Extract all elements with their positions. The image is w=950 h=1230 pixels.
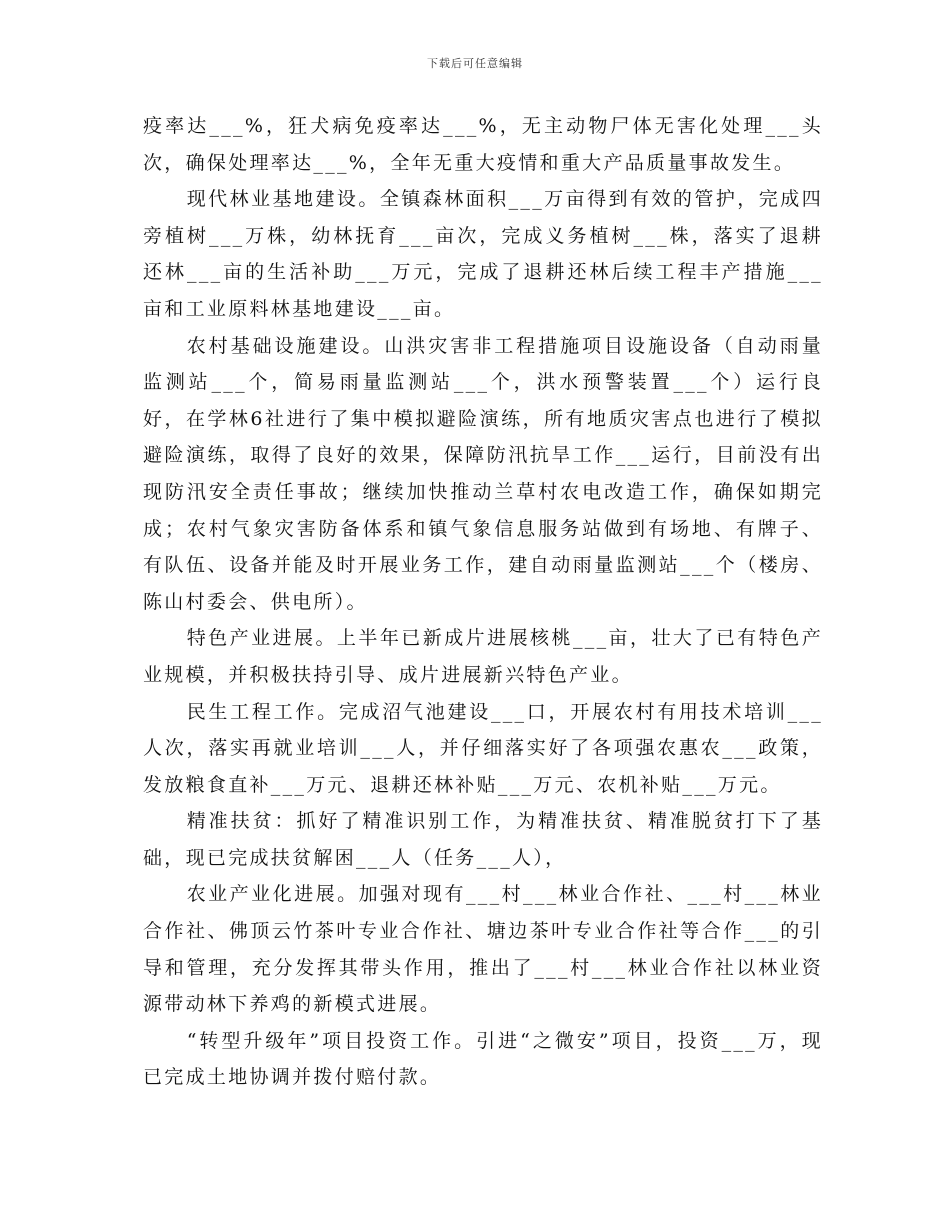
paragraph-forestry-base: 现代林业基地建设。全镇森林面积___万亩得到有效的管护，完成四旁植树___万株，幼林抚育___亩次，完成义务植树___株，落实了退耕还林___亩的生活补助___万元，完成了退耕还林后续工程丰产措施___亩和工业原料林基地建设___亩。: [143, 188, 823, 320]
document-body: [143, 108, 823, 1096]
paragraph-project-investment: “转型升级年”项目投资工作。引进“之微安”项目，投资___万，现已完成土地协调并拨付赔付款。: [143, 1029, 823, 1089]
page-header: 下载后可任意编辑: [427, 57, 523, 70]
paragraph-rural-infrastructure: 农村基础设施建设。山洪灾害非工程措施项目设施设备（自动雨量监测站___个，简易雨量监测站___个，洪水预警装置___个）运行良好，在学林6社进行了集中模拟避险演练，所有地质灾害点也进行了模拟避险演练，取得了良好的效果，保障防汛抗旱工作___运行，目前没有出现防汛安全责任事故；继续加快推动兰草村农电改造工作，确保如期完成；农村气象灾害防备体系和镇气象信息服务站做到有场地、有牌子、有队伍、设备并能及时开展业务工作，建自动雨量监测站___个（楼房、陈山村委会、供电所）。: [143, 334, 823, 613]
paragraph-poverty-alleviation: 精准扶贫：抓好了精准识别工作，为精准扶贫、精准脱贫打下了基础，现已完成扶贫解困___人（任务___人），: [143, 810, 823, 869]
paragraph-vaccination-continued: 疫率达___%，狂犬病免疫率达___%，无主动物尸体无害化处理___头次，确保处理率达___%，全年无重大疫情和重大产品质量事故发生。: [143, 115, 823, 174]
paragraph-specialty-industry: 特色产业进展。上半年已新成片进展核桃___亩，壮大了已有特色产业规模，并积极扶持引导、成片进展新兴特色产业。: [143, 627, 823, 686]
paragraph-agricultural-industrialization: 农业产业化进展。加强对现有___村___林业合作社、___村___林业合作社、佛顶云竹茶叶专业合作社、塘边茶叶专业合作社等合作___的引导和管理，充分发挥其带头作用，推出了___村___林业合作社以林业资源带动林下养鸡的新模式进展。: [143, 883, 823, 1016]
paragraph-livelihood-projects: 民生工程工作。完成沼气池建设___口，开展农村有用技术培训___人次，落实再就业培训___人，并仔细落实好了各项强农惠农___政策，发放粮食直补___万元、退耕还林补贴___万元、农机补贴___万元。: [143, 700, 823, 796]
